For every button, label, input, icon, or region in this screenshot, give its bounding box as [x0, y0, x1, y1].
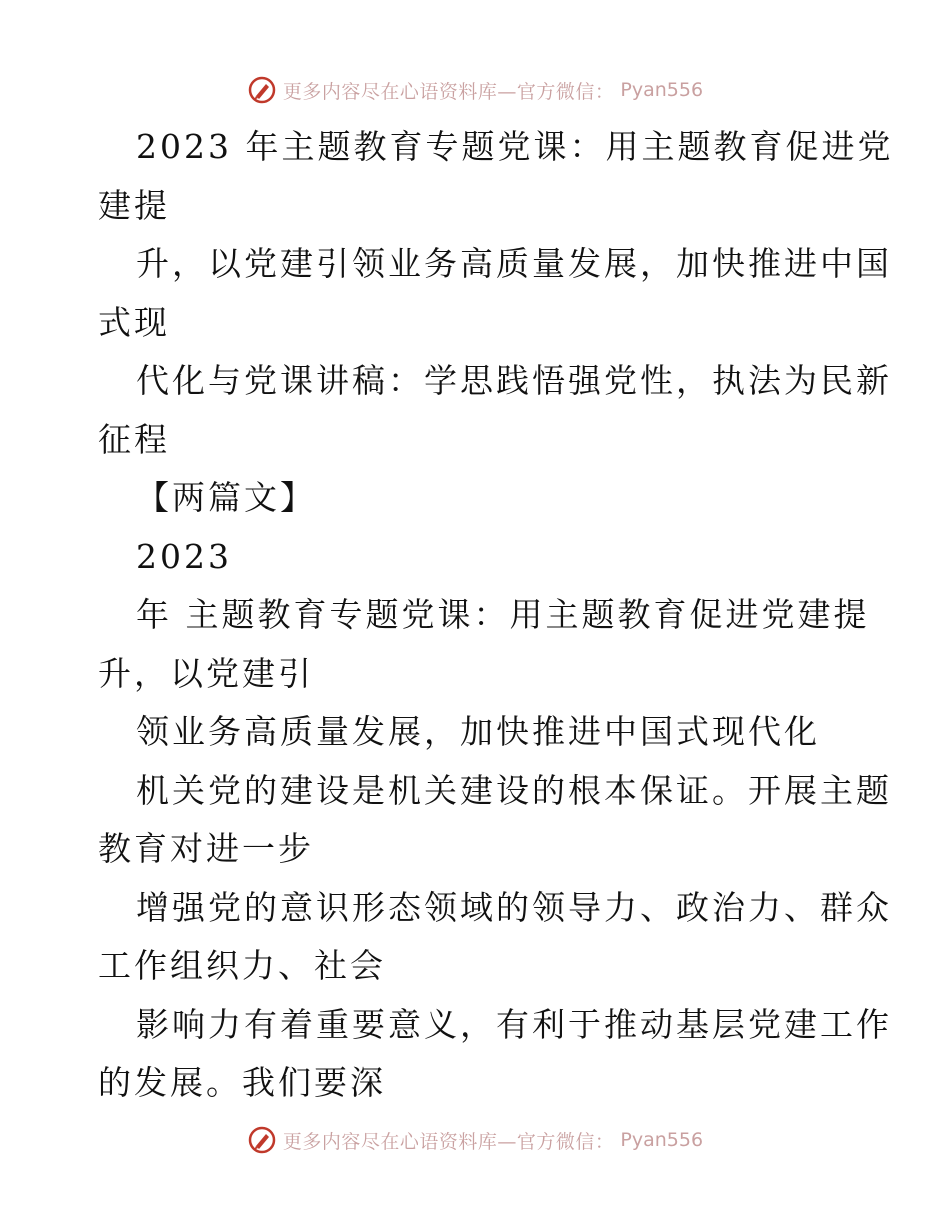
text-line: 增强党的意识形态领域的领导力、政治力、群众: [136, 887, 892, 927]
text-line: 2023: [136, 536, 232, 576]
watermark-header: [0, 70, 950, 110]
text-line: 升，以党建引: [98, 653, 314, 693]
watermark-wechat-id: Pyan556: [620, 79, 704, 101]
pen-logo-icon: [247, 1125, 277, 1155]
watermark-site-text: 更多内容尽在心语资料库—官方微信：: [282, 80, 615, 103]
text-line: 【两篇文】: [136, 478, 316, 517]
text-line: 升，以党建引领业务高质量发展，加快推进中国: [136, 244, 892, 283]
pen-logo-icon: [247, 75, 277, 105]
text-line: 领业务高质量发展，加快推进中国式现代化: [136, 712, 820, 751]
text-line: 的发展。我们要深: [98, 1063, 386, 1102]
text-line: 影响力有着重要意义，有利于推动基层党建工作: [136, 1004, 892, 1044]
watermark-footer: [0, 1120, 950, 1160]
watermark-site-text: 更多内容尽在心语资料库—官方微信：: [282, 1130, 615, 1153]
text-line: 代化与党课讲稿：学思践悟强党性，执法为民新: [136, 361, 892, 400]
text-line: 教育对进一步: [98, 829, 314, 868]
text-line: 年 主题教育专题党课：用主题教育促进党建提: [136, 595, 870, 634]
text-line: 式现: [98, 302, 170, 342]
text-line: 2023 年主题教育专题党课：用主题教育促进党: [136, 127, 894, 166]
text-line: 征程: [98, 419, 170, 459]
text-line: 机关党的建设是机关建设的根本保证。开展主题: [136, 770, 892, 810]
text-line: 建提: [98, 185, 170, 225]
text-line: 工作组织力、社会: [98, 946, 386, 985]
watermark-wechat-id: Pyan556: [620, 1129, 704, 1151]
document-body: [98, 118, 894, 1113]
